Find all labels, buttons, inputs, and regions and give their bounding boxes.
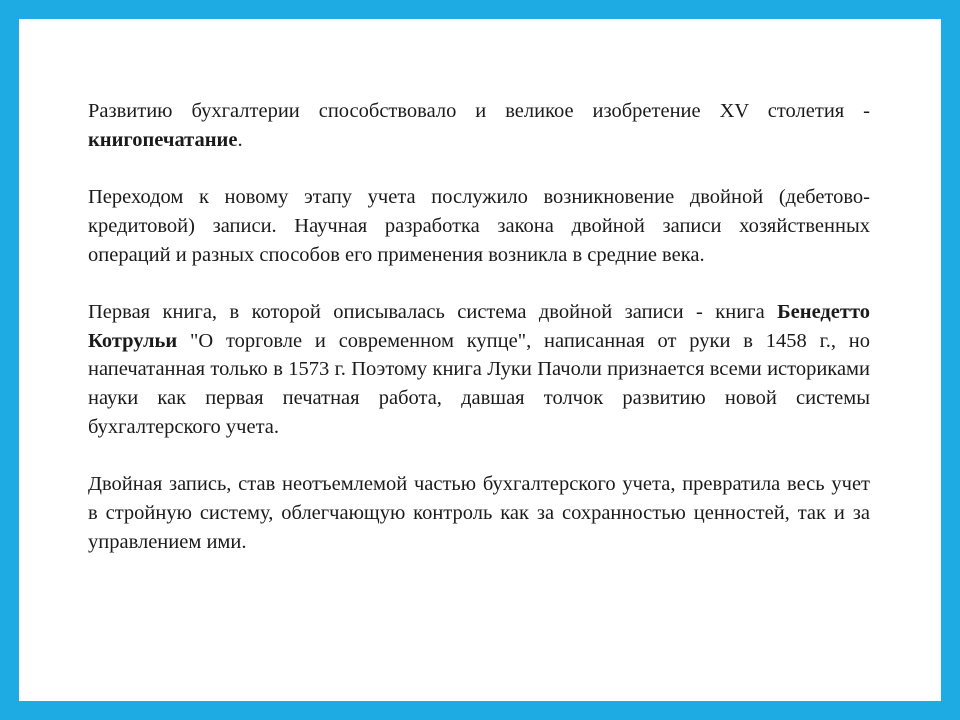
paragraph-printing-end: .: [237, 128, 243, 151]
author-name: Бенедетто Котрульи: [88, 300, 870, 352]
slide-text-body: [88, 97, 870, 556]
paragraph-first-book: [88, 298, 870, 442]
paragraph-first-book-rest: "О торговле и современном купце", написанная от руки в 1458 г., но напечатанная только в 1573 г. Поэтому книга Луки Пачоли признается всеми историками науки как первая печатная работа, давшая толчок развитию новой системы бухгалтерского учета.: [88, 329, 870, 438]
paragraph-double-entry-origin: Переходом к новому этапу учета послужило возникновение двойной (дебетово-кредитовой) записи. Научная разработка закона двойной записи хозяйственных операций и разных способов его применения возникла в средние века.: [88, 186, 870, 266]
slide-panel: [19, 19, 941, 701]
paragraph-first-book-text: Первая книга, в которой описывалась система двойной записи - книга: [88, 300, 778, 323]
paragraph-double-entry-system: Двойная запись, став неотъемлемой частью бухгалтерского учета, превратила весь учет в стройную систему, облегчающую контроль как за сохранностью ценностей, так и за управлением ими.: [88, 473, 870, 553]
term-printing: книгопечатание: [88, 128, 238, 151]
paragraph-printing: [88, 97, 870, 154]
paragraph-printing-text: Развитию бухгалтерии способствовало и великое изобретение XV столетия -: [88, 100, 870, 122]
